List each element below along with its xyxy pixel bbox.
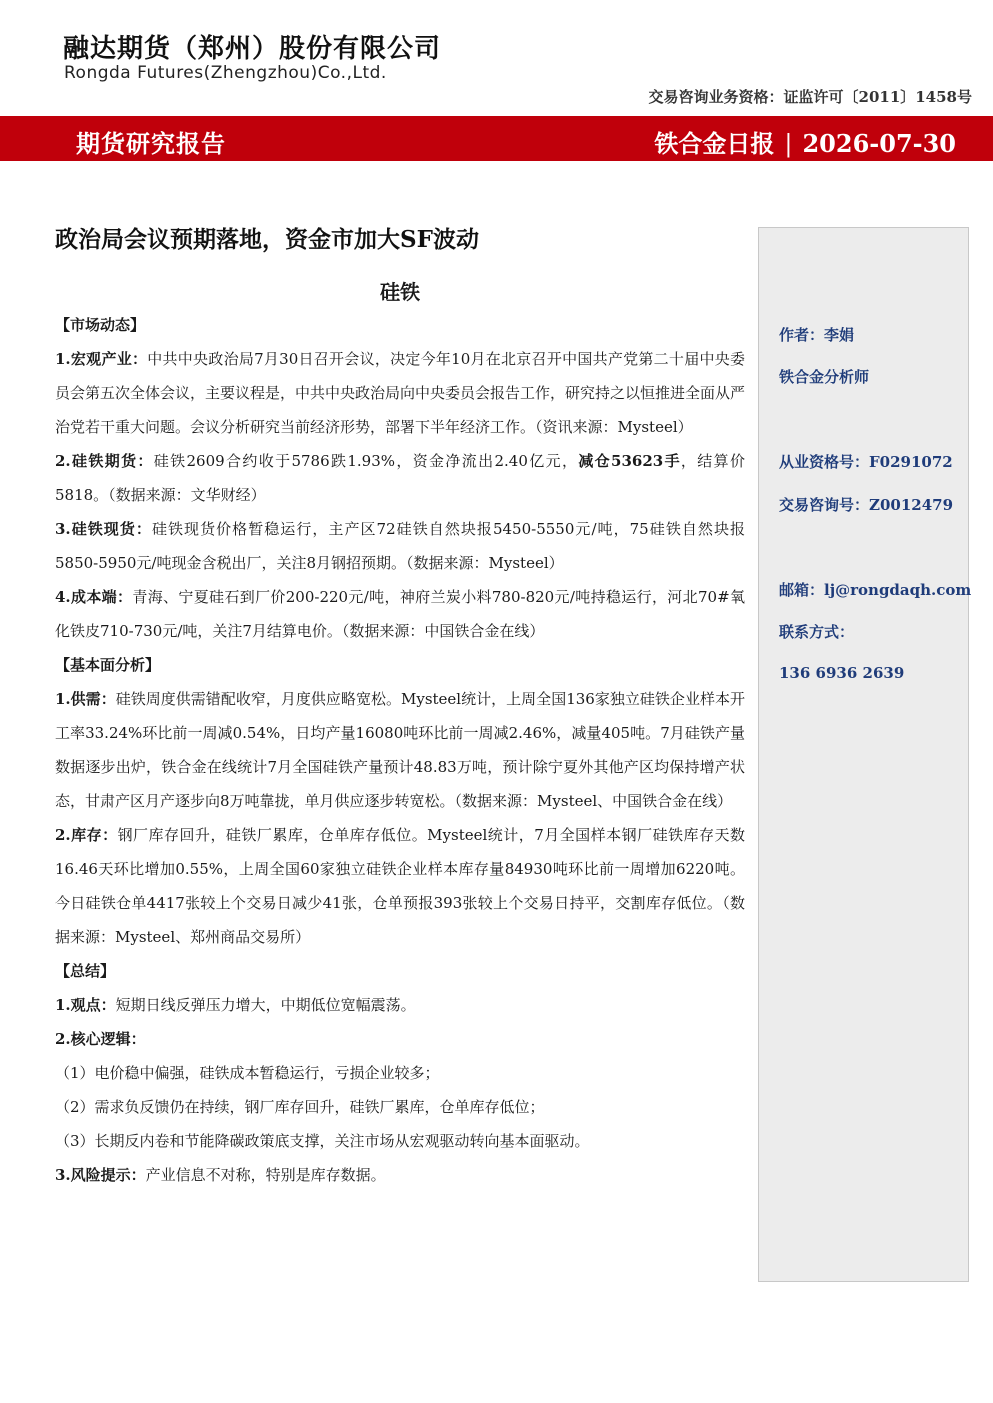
summary-logic-title: 2.核心逻辑： — [55, 1030, 146, 1048]
section-title-summary: 【总结】 — [55, 962, 116, 980]
article-subject: 硅铁 — [380, 280, 420, 304]
contact-phone: 136 6936 2639 — [779, 664, 905, 682]
item-text: 硅铁2609合约收于5786跌1.93%，资金净流出2.40亿元， — [153, 452, 579, 470]
item-highlight: 减仓53623手 — [578, 452, 681, 470]
item-lead: 2.硅铁期货： — [55, 452, 154, 470]
fundamental-item-inventory — [55, 818, 745, 954]
company-name-cn: 融达期货（郑州）股份有限公司 — [63, 34, 442, 64]
item-lead: 1.宏观产业： — [55, 350, 148, 368]
item-text: 中共中央政治局7月30日召开会议，决定今年10月在北京召开中国共产党第二十届中央委员会第五次全体会议，主要议程是，中共中央政治局向中央委员会报告工作，研究持之以恒推进全面从严治党若干重大问题。会议分析研究当前经济形势，部署下半年经济工作。（资讯来源：Mysteel） — [55, 350, 746, 436]
market-item-futures — [55, 444, 745, 512]
summary-logic-item: （1）电价稳中偏强，硅铁成本暂稳运行，亏损企业较多； — [55, 1064, 440, 1082]
item-text: 短期日线反弹压力增大，中期低位宽幅震荡。 — [115, 996, 416, 1014]
item-text: ，结算价5818。（数据来源：文华财经） — [55, 452, 745, 504]
item-lead: 4.成本端： — [55, 588, 133, 606]
report-category: 期货研究报告 — [76, 129, 226, 158]
market-item-spot — [55, 512, 745, 580]
report-banner — [0, 116, 993, 161]
section-title-market: 【市场动态】 — [55, 316, 146, 334]
report-date: 2026-07-30 — [802, 129, 956, 158]
item-lead: 1.观点： — [55, 996, 116, 1014]
market-item-cost — [55, 580, 745, 648]
qualification-number: 从业资格号：F0291072 — [779, 453, 953, 471]
summary-view — [55, 988, 745, 1022]
item-text: 硅铁周度供需错配收窄，月度供应略宽松。Mysteel统计，上周全国136家独立硅铁企业样本开工率33.24%环比前一周减0.54%，日均产量16080吨环比前一周减2.46%，减量405吨。7月硅铁产量数据逐步出炉，铁合金在线统计7月全国硅铁产量预计48.83万吨，预计除宁夏外其他产区均保持增产状态，甘肃产区月产逐步向8万吨靠拢，单月供应逐步转宽松。（数据来源：Mysteel、中国铁合金在线） — [55, 690, 745, 810]
item-text: 产业信息不对称，特别是库存数据。 — [145, 1166, 386, 1184]
market-item-macro — [55, 342, 745, 444]
contact-label: 联系方式： — [779, 623, 855, 641]
author-name: 作者：李娟 — [779, 326, 855, 344]
author-role: 铁合金分析师 — [779, 368, 870, 386]
title-separator: | — [784, 130, 793, 158]
report-name: 铁合金日报 — [654, 129, 775, 158]
item-lead: 3.风险提示： — [55, 1166, 146, 1184]
fundamental-item-supply — [55, 682, 745, 818]
summary-logic-item: （2）需求负反馈仍在持续，钢厂库存回升，硅铁厂累库，仓单库存低位； — [55, 1098, 545, 1116]
author-sidebar — [758, 227, 972, 1282]
article-content — [55, 308, 745, 1192]
item-lead: 1.供需： — [55, 690, 116, 708]
item-text: 青海、宁夏硅石到厂价200-220元/吨，神府兰炭小料780-820元/吨持稳运行，河北70#氧化铁皮710-730元/吨，关注7月结算电价。（数据来源：中国铁合金在线） — [55, 588, 745, 640]
report-title-date — [654, 124, 956, 159]
summary-risk — [55, 1158, 745, 1192]
item-lead: 3.硅铁现货： — [55, 520, 152, 538]
item-lead: 2.库存： — [55, 826, 118, 844]
item-text: 硅铁现货价格暂稳运行，主产区72硅铁自然块报5450-5550元/吨，75硅铁自然块报5850-5950元/吨现金含税出厂，关注8月钢招预期。（数据来源：Mysteel） — [55, 520, 745, 572]
business-license: 交易咨询业务资格：证监许可〔2011〕1458号 — [648, 88, 972, 106]
section-title-fundamental: 【基本面分析】 — [55, 656, 161, 674]
company-name-en: Rongda Futures(Zhengzhou)Co.,Ltd. — [64, 63, 387, 83]
article-headline: 政治局会议预期落地，资金市加大SF波动 — [55, 226, 479, 253]
main-article — [55, 222, 745, 1192]
author-email[interactable]: 邮箱：lj@rongdaqh.com — [779, 581, 972, 599]
summary-logic-item: （3）长期反内卷和节能降碳政策底支撑，关注市场从宏观驱动转向基本面驱动。 — [55, 1132, 590, 1150]
item-text: 钢厂库存回升，硅铁厂累库，仓单库存低位。Mysteel统计，7月全国样本钢厂硅铁库存天数16.46天环比增加0.55%，上周全国60家独立硅铁企业样本库存量84930吨环比前一周增加6220吨。今日硅铁仓单4417张较上个交易日减少41张，仓单预报393张较上个交易日持平，交割库存低位。（数据来源：Mysteel、郑州商品交易所） — [55, 826, 745, 946]
consulting-number: 交易咨询号：Z0012479 — [779, 496, 954, 514]
